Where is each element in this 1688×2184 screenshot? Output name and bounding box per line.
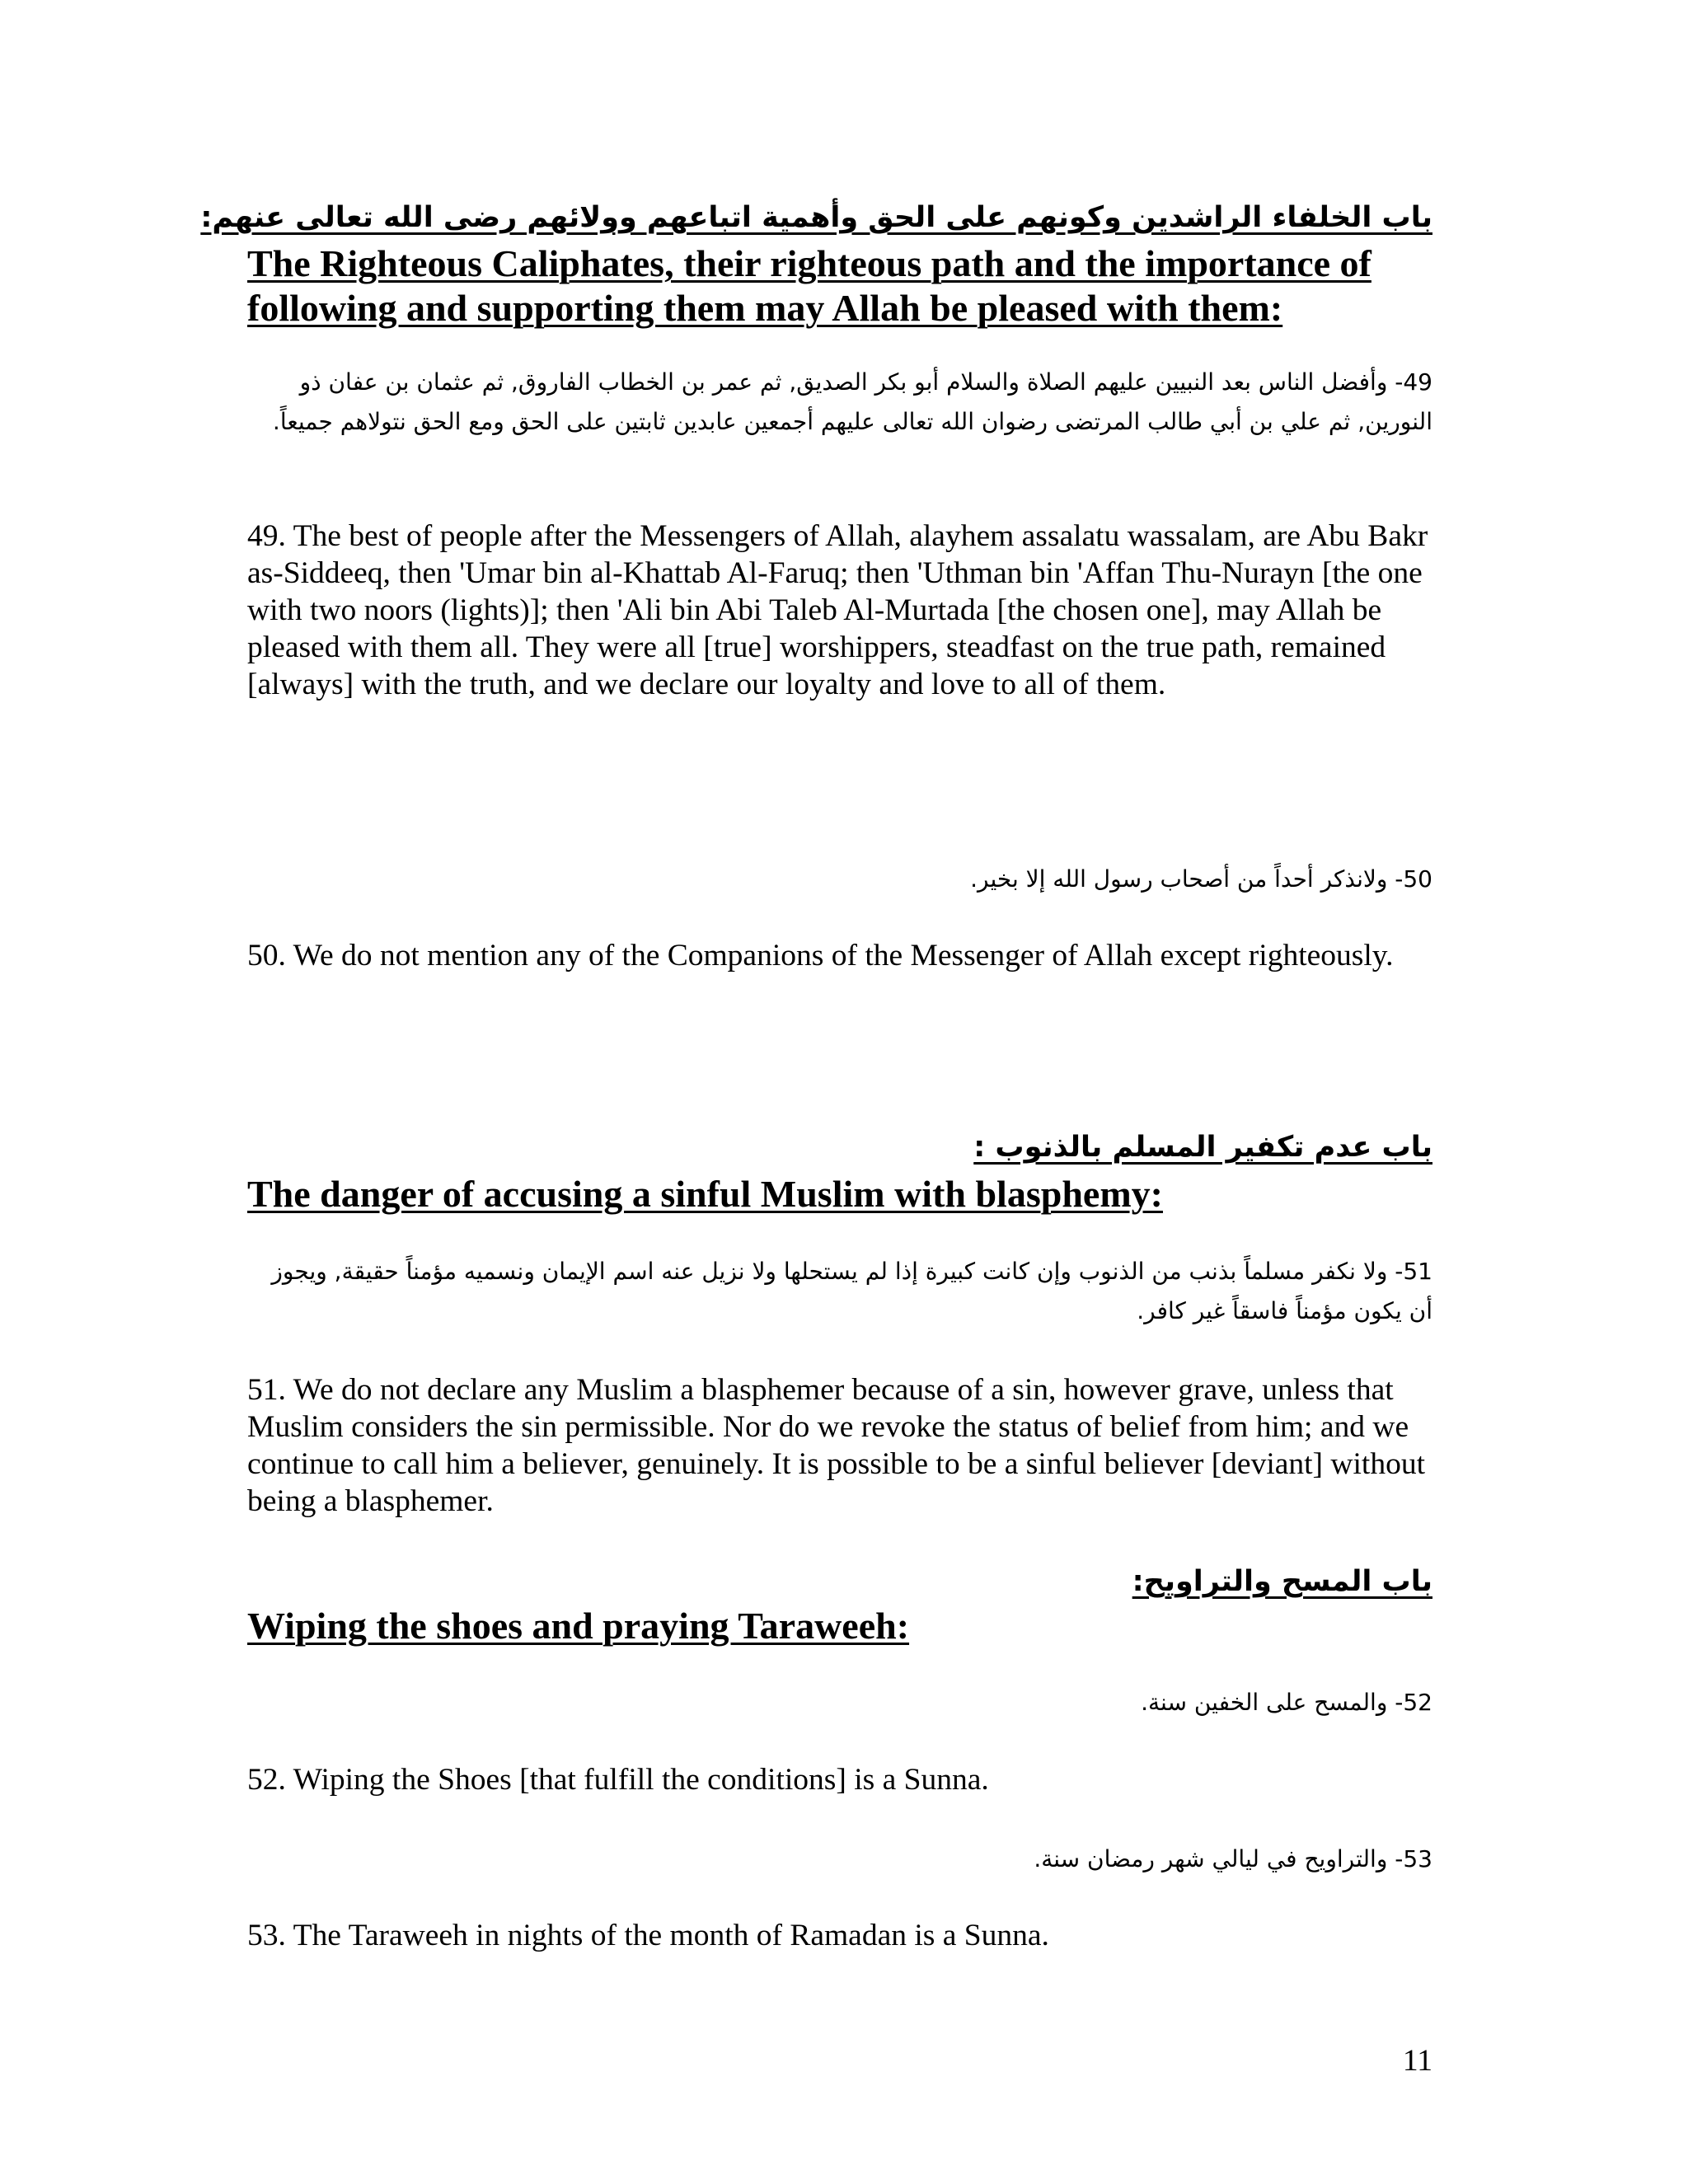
arabic-paragraph-49: 49- وأفضل الناس بعد النبيين عليهم الصلاة والسلام أبو بكر الصديق, ثم عمر بن الخطاب الفاروق, ثم عثمان بن عفان ذو النورين, ثم علي بن أبي طالب المرتضى رضوان الله تعالى عليهم أجمعين عابدين ثابتين على الحق ومع الحق نتولاهم جميعاً. bbox=[272, 368, 1432, 435]
page-number: 11 bbox=[1402, 2044, 1432, 2078]
arabic-section-heading: باب عدم تكفير المسلم بالذنوب : bbox=[973, 1131, 1432, 1164]
english-section-heading: Wiping the shoes and praying Taraweeh: bbox=[247, 1605, 910, 1647]
english-paragraph-52: 52. Wiping the Shoes [that fulfill the conditions] is a Sunna. bbox=[247, 1763, 989, 1797]
arabic-paragraph-50: 50- ولانذكر أحداً من أصحاب رسول الله إلا بخير. bbox=[970, 865, 1432, 893]
document-page bbox=[200, 0, 1432, 2184]
english-paragraph-53: 53. The Taraweeh in nights of the month of Ramadan is a Sunna. bbox=[247, 1919, 1049, 1952]
english-section-heading: The Righteous Caliphates, their righteous path and the importance of following and supporting them may Allah be pleased with them: bbox=[247, 242, 1372, 329]
arabic-section-heading: باب الخلفاء الراشدين وكونهم على الحق وأهمية اتباعهم وولائهم رضى الله تعالى عنهم: bbox=[200, 201, 1432, 234]
english-paragraph-49: 49. The best of people after the Messengers of Allah, alayhem assalatu wassalam, are Abu Bakr as-Siddeeq, then 'Umar bin al-Khattab Al-Faruq; then 'Uthman bin 'Affan Thu-Nurayn [the one with two noors (lights)]; then 'Ali bin Abi Taleb Al-Murtada [the chosen one], may Allah be pleased with them all. They were all [true] worshippers, steadfast on the true path, remained [always] with the truth, and we declare our loyalty and love to all of them. bbox=[247, 519, 1428, 701]
english-paragraph-51: 51. We do not declare any Muslim a blasphemer because of a sin, however grave, unless that Muslim considers the sin permissible. Nor do we revoke the status of belief from him; and we continue to call him a believer, genuinely. It is possible to be a sinful believer [deviant] without being a blasphemer. bbox=[247, 1373, 1426, 1518]
arabic-paragraph-52: 52- والمسح على الخفين سنة. bbox=[1141, 1689, 1432, 1716]
english-paragraph-50: 50. We do not mention any of the Companions of the Messenger of Allah except righteously. bbox=[247, 939, 1394, 972]
english-section-heading: The danger of accusing a sinful Muslim with blasphemy: bbox=[247, 1173, 1163, 1215]
arabic-section-heading: باب المسح والتراويح: bbox=[1132, 1565, 1432, 1598]
arabic-paragraph-53: 53- والتراويح في ليالي شهر رمضان سنة. bbox=[1034, 1845, 1432, 1872]
arabic-paragraph-51: 51- ولا نكفر مسلماً بذنب من الذنوب وإن كانت كبيرة إذا لم يستحلها ولا نزيل عنه اسم الإيمان ونسميه مؤمناً حقيقة, ويجوز أن يكون مؤمناً فاسقاً غير كافر. bbox=[271, 1258, 1432, 1324]
